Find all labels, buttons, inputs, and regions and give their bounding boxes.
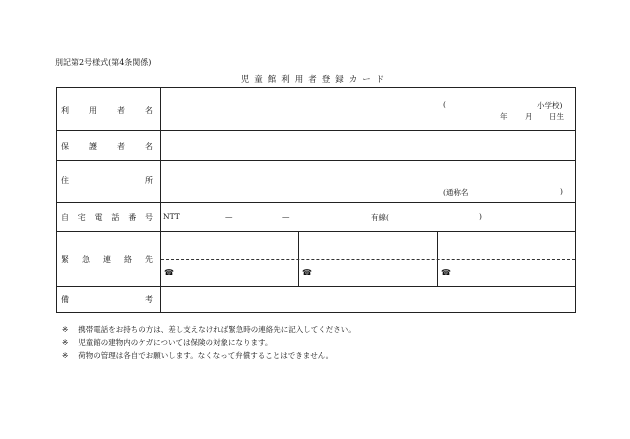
emergency-name-1-field[interactable]: [161, 232, 298, 259]
emergency-name-2-field[interactable]: [299, 232, 437, 259]
note-item: ※ 携帯電話をお持ちの方は、差し支えなければ緊急時の連絡先に記入してください。: [62, 325, 356, 334]
label-address: 住 所: [61, 176, 153, 185]
emergency-name-3-field[interactable]: [438, 232, 575, 259]
telephone-icon: ☎: [302, 268, 312, 277]
note-item: ※ 荷物の管理は各自でお願いします。なくなって弁償することはできません。: [62, 351, 334, 360]
address-common-name: (通称名: [443, 188, 469, 197]
home-phone-field[interactable]: [161, 203, 575, 231]
guardian-name-field[interactable]: [161, 131, 575, 160]
school-open-paren: (: [443, 100, 446, 109]
label-remarks: 備 考: [61, 295, 153, 304]
label-user-name: 利 用 者 名: [61, 106, 153, 115]
form-title: 児童館利用者登録カード: [240, 75, 390, 85]
phone-cable-close: ): [479, 212, 482, 221]
birth-day: 日生: [549, 112, 564, 121]
emergency-phone-3-field[interactable]: [452, 260, 575, 286]
birth-month: 月: [525, 112, 533, 121]
form-caption: 別記第2号様式(第4条関係): [55, 58, 152, 67]
label-guardian-name: 保 護 者 名: [61, 142, 153, 151]
address-common-name-close: ): [560, 187, 563, 196]
address-field[interactable]: [161, 161, 575, 202]
phone-dash-2: —: [282, 212, 290, 221]
label-emergency-contact: 緊 急 連 絡 先: [61, 255, 153, 264]
phone-cable-label: 有線(: [371, 213, 389, 222]
registration-table: [56, 87, 576, 313]
note-item: ※ 児童館の建物内のケガについては保険の対象になります。: [62, 338, 273, 347]
phone-ntt-label: NTT: [163, 212, 180, 221]
emergency-phone-2-field[interactable]: [313, 260, 437, 286]
remarks-field[interactable]: [161, 287, 575, 312]
notes-list: [62, 323, 356, 362]
user-name-field[interactable]: [161, 88, 575, 130]
birth-year: 年: [500, 112, 508, 121]
telephone-icon: ☎: [441, 268, 451, 277]
label-home-phone: 自 宅 電 話 番 号: [61, 213, 153, 222]
emergency-phone-1-field[interactable]: [175, 260, 298, 286]
phone-dash-1: —: [225, 212, 233, 221]
school-suffix: 小学校): [537, 101, 563, 110]
telephone-icon: ☎: [164, 268, 174, 277]
